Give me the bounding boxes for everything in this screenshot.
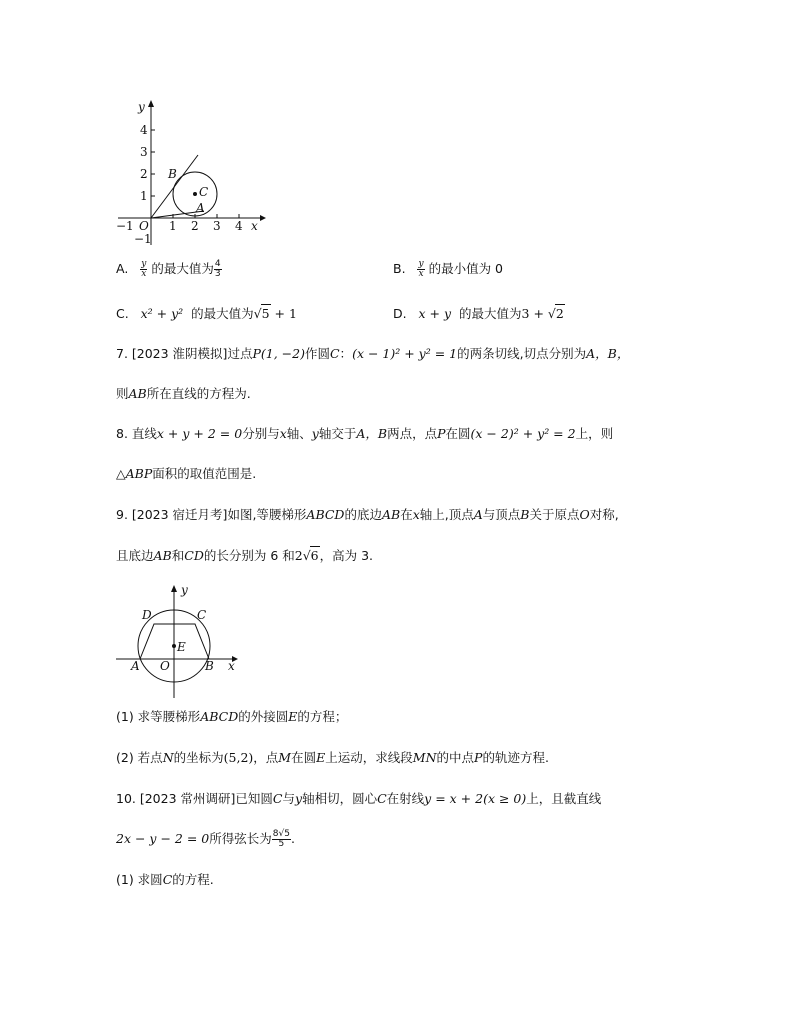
option-a: A. $\frac{y}{x}$ 的最大值为 $\frac{4}{3}$: [116, 259, 221, 279]
figure-circle-tangent: [112, 97, 272, 247]
fig2-axis-y: y: [181, 583, 188, 597]
fig2-point-E: E: [177, 640, 186, 654]
fig2-point-C: C: [197, 608, 207, 622]
option-d: D. x + y 的最大值为3 + √2: [393, 306, 564, 321]
fig1-point-A: A: [196, 201, 205, 215]
fig1-tick-y-neg1: −1: [134, 232, 152, 246]
fig2-point-B: B: [205, 659, 214, 673]
figure-trapezoid-circle: [112, 582, 242, 702]
q9-line1: 9. [2023 宿迁月考]如图,等腰梯形ABCD的底边AB在x轴上,顶点A与顶点B关于原点O对称,: [116, 507, 619, 522]
q7-line1: 7. [2023 淮阴模拟]过点P(1, −2)作圆C：(x − 1)² + y² = 1的两条切线,切点分别为A，B，: [116, 346, 630, 361]
fig1-tick-x-4: 4: [235, 219, 243, 233]
fig1-tick-y-2: 2: [140, 167, 148, 181]
fig1-point-C: C: [199, 185, 209, 199]
fig1-point-B: B: [168, 167, 177, 181]
fig1-tick-x-neg1: −1: [116, 219, 134, 233]
fig1-axis-y: y: [138, 100, 145, 114]
q8-line2: △ABP面积的取值范围是.: [116, 466, 257, 481]
fig1-tick-x-1: 1: [169, 219, 177, 233]
option-c: C. x² + y² 的最大值为√5 + 1: [116, 306, 297, 321]
fig2-origin: O: [160, 659, 170, 673]
q10-sub1: (1) 求圆C的方程.: [116, 872, 214, 887]
fig2-point-D: D: [142, 608, 152, 622]
q9-line2: 且底边AB和CD的长分别为 6 和2√6，高为 3.: [116, 548, 374, 563]
fig1-tick-y-4: 4: [140, 123, 148, 137]
fig2-point-A: A: [131, 659, 140, 673]
fig1-tick-y-1: 1: [140, 189, 148, 203]
q10-line1: 10. [2023 常州调研]已知圆C与y轴相切，圆心C在射线y = x + 2(x ≥ 0)上，且截直线: [116, 791, 602, 806]
q10-line2: 2x − y − 2 = 0所得弦长为 $\frac{8√5}{5}$ .: [116, 829, 295, 849]
fig1-tick-y-3: 3: [140, 145, 148, 159]
q9-sub2: (2) 若点N的坐标为(5,2)，点M在圆E上运动，求线段MN的中点P的轨迹方程.: [116, 750, 549, 765]
fig1-axis-x: x: [251, 219, 258, 233]
q9-sub1: (1) 求等腰梯形ABCD的外接圆E的方程；: [116, 709, 348, 724]
fig1-origin: O: [139, 219, 149, 233]
fig1-tick-x-2: 2: [191, 219, 199, 233]
fig1-tick-x-3: 3: [213, 219, 221, 233]
option-b: B. $\frac{y}{x}$ 的最小值为 0: [393, 259, 503, 279]
q7-line2: 则AB所在直线的方程为.: [116, 386, 251, 401]
q8-line1: 8. 直线x + y + 2 = 0分别与x轴、y轴交于A，B两点，点P在圆(x − 2)² + y² = 2上，则: [116, 426, 614, 441]
fig2-axis-x: x: [228, 659, 235, 673]
